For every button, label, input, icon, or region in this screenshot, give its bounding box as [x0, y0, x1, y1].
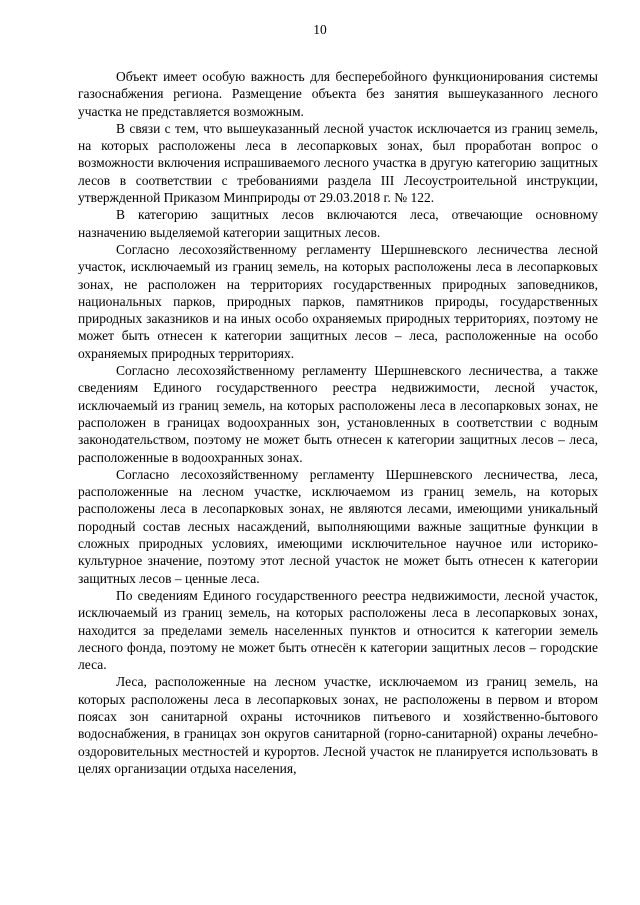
- page-number: 10: [313, 22, 327, 37]
- paragraph: По сведениям Единого государственного реестра недвижимости, лесной участок, исключаемый из границ земель, на которых расположены леса в лесопарковых зонах, находится за пределами земель населенных пунктов и относится к категории земель лесного фонда, поэтому не может быть отнесён к категории защитных лесов – городские леса.: [78, 587, 598, 673]
- paragraph: В связи с тем, что вышеуказанный лесной участок исключается из границ земель, на которых расположены леса в лесопарковых зонах, был проработан вопрос о возможности включения испрашиваемого лесного участка в другую категорию защитных лесов в соответствии с требованиями раздела III Лесоустроительной инструкции, утвержденной Приказом Минприроды от 29.03.2018 г. № 122.: [78, 120, 598, 206]
- body-text: [78, 68, 598, 777]
- paragraph: Согласно лесохозяйственному регламенту Шершневского лесничества лесной участок, исключаемый из границ земель, на которых расположены леса в лесопарковых зонах, не расположен на территориях государственных природных заповедников, национальных парков, природных парков, памятников природы, государственных природных заказников и на иных особо охраняемых природных территориях, поэтому не может быть отнесен к категории защитных лесов – леса, расположенные на особо охраняемых природных территориях.: [78, 241, 598, 361]
- paragraph: Объект имеет особую важность для бесперебойного функционирования системы газоснабжения региона. Размещение объекта без занятия вышеуказанного лесного участка не представляется возможным.: [78, 69, 598, 119]
- paragraph: Леса, расположенные на лесном участке, исключаемом из границ земель, на которых расположены леса в лесопарковых зонах, не расположены в первом и втором поясах зон санитарной охраны источников питьевого и хозяйственно-бытового водоснабжения, в границах зон округов санитарной (горно-санитарной) охраны лечебно-оздоровительных местностей и курортов. Лесной участок не планируется использовать в целях организации отдыха населения,: [78, 674, 598, 776]
- paragraph: В категорию защитных лесов включаются леса, отвечающие основному назначению выделяемой категории защитных лесов.: [78, 207, 598, 240]
- paragraph: Согласно лесохозяйственному регламенту Шершневского лесничества, а также сведениям Единого государственного реестра недвижимости, лесной участок, исключаемый из границ земель, на которых расположены леса в лесопарковых зонах, не расположен в границах водоохранных зон, установленных в соответствии с водным законодательством, поэтому не может быть отнесен к категории защитных лесов – леса, расположенные в водоохранных зонах.: [78, 363, 598, 465]
- paragraph: Согласно лесохозяйственному регламенту Шершневского лесничества, леса, расположенные на лесном участке, исключаемом из границ земель, на которых расположены леса в лесопарковых зонах, не являются лесами, имеющими уникальный породный состав лесных насаждений, выполняющими важные защитные функции в сложных природных условиях, имеющими исключительное научное или историко-культурное значение, поэтому этот лесной участок не может быть отнесен к категории защитных лесов – ценные леса.: [78, 466, 598, 586]
